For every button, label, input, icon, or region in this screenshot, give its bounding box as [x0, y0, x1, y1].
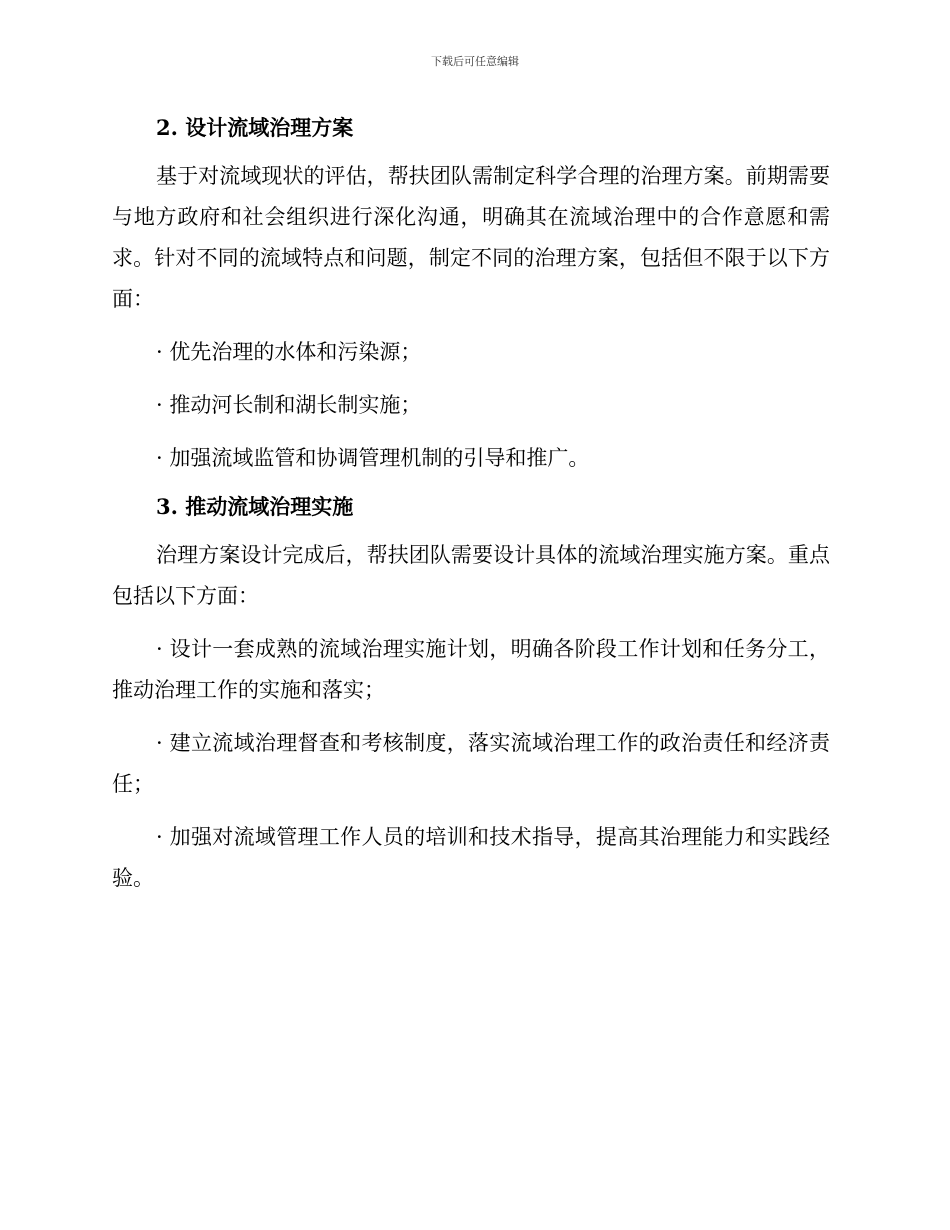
- section-intro-design-plan: 基于对流域现状的评估，帮扶团队需制定科学合理的治理方案。前期需要与地方政府和社会组织进行深化沟通，明确其在流域治理中的合作意愿和需求。针对不同的流域特点和问题，制定不同的治理方案，包括但不限于以下方面：: [112, 164, 830, 311]
- bullet-item: · 加强流域监管和协调管理机制的引导和推广。: [156, 446, 590, 470]
- section-heading-implementation: 3. 推动流域治理实施: [156, 494, 354, 519]
- section-heading-design-plan: 2. 设计流域治理方案: [156, 115, 354, 140]
- page-header: 下载后可任意编辑: [431, 55, 519, 68]
- bullet-item: · 优先治理的水体和污染源；: [156, 340, 422, 364]
- bullet-item: · 建立流域治理督查和考核制度，落实流域治理工作的政治责任和经济责任；: [112, 731, 830, 796]
- bullet-item: · 设计一套成熟的流域治理实施计划，明确各阶段工作计划和任务分工，推动治理工作的实施和落实；: [112, 637, 830, 702]
- bullet-item: · 加强对流域管理工作人员的培训和技术指导，提高其治理能力和实践经验。: [112, 825, 830, 890]
- document-body: [112, 112, 830, 911]
- section-intro-implementation: 治理方案设计完成后，帮扶团队需要设计具体的流域治理实施方案。重点包括以下方面：: [112, 543, 830, 608]
- bullet-item: · 推动河长制和湖长制实施；: [156, 393, 422, 417]
